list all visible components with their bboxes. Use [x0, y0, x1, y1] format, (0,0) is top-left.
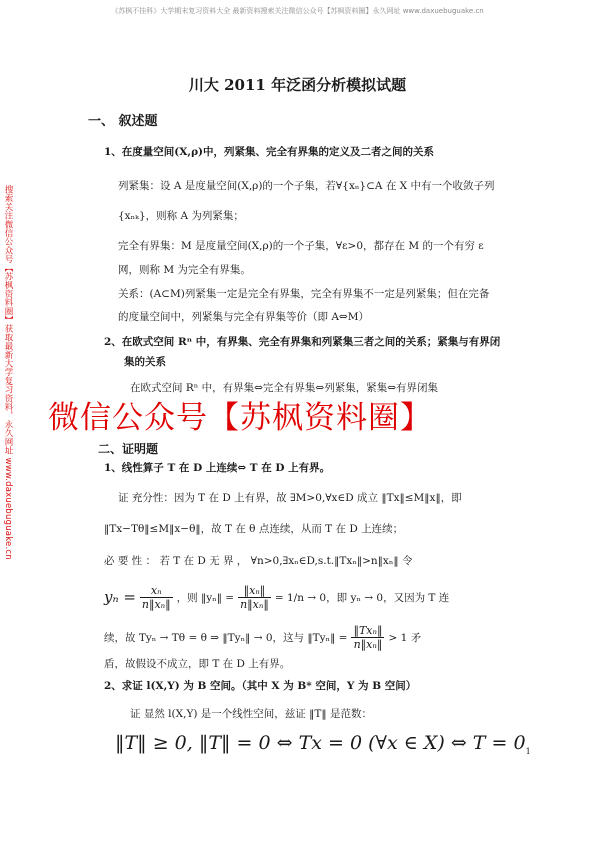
q1-line-5: 关系：(A⊂M)列紧集一定是完全有界集，完全有界集不一定是列紧集；但在完备 — [118, 288, 490, 300]
proof-1-line-1: 证 充分性：因为 T 在 D 上有界，故 ∃M>0,∀x∈D 成立 ‖Tx‖≤M‖x‖，即 — [118, 492, 462, 504]
proof-1-line-5 — [104, 618, 421, 656]
side-note: 搜索关注微信公众号【苏枫资料圈】获取最新大学复习资料，永久网址 www.daxuebuguake.cn — [3, 185, 13, 560]
fraction-numerator: ‖Txₙ‖ — [353, 623, 383, 637]
section-heading-1: 一、 叙述题 — [88, 114, 158, 129]
equation-subscript: 1 — [525, 746, 531, 756]
document-title: 川大 2011 年泛函分析模拟试题 — [188, 76, 407, 94]
limit-text: = 1/n → 0，即 yₙ → 0，又因为 T 连 — [274, 591, 450, 604]
question-1: 1、在度量空间(X,ρ)中，列紧集、完全有界集的定义及二者之间的关系 — [104, 146, 435, 158]
fraction-tyn — [351, 624, 384, 651]
continuity-text: 续，故 Tyₙ → Tθ = θ ⇒ ‖Tyₙ‖ → 0，这与 ‖Tyₙ‖ = — [104, 631, 348, 644]
y-n-label: yₙ = — [104, 588, 136, 606]
contradiction-text: > 1 矛 — [388, 631, 422, 644]
q1-line-1: 列紧集：设 A 是度量空间(X,ρ)的一个子集，若∀{xₙ}⊂A 在 X 中有一个收敛子列 — [118, 180, 495, 192]
proof-1-line-2: ‖Tx−Tθ‖≤M‖x−θ‖，故 T 在 θ 点连续，从而 T 在 D 上连续； — [104, 523, 404, 535]
proof-2-line-1: 证 显然 l(X,Y) 是一个线性空间，兹证 ‖T‖ 是范数： — [130, 708, 372, 720]
norm-equation-text: ‖T‖ ≥ 0, ‖T‖ = 0 ⇔ Tx = 0 (∀x ∈ X) ⇔ T = 0 — [115, 732, 526, 754]
q1-line-3: 完全有界集：M 是度量空间(X,ρ)的一个子集，∀ε>0，都存在 M 的一个有穷 ε — [118, 240, 484, 252]
fraction-numerator: ‖xₙ‖ — [238, 584, 271, 598]
fraction-denominator: n‖xₙ‖ — [353, 637, 383, 651]
page-header: 《苏枫不挂科》大学期末复习资料大全 最新资料搜索关注微信公众号【苏枫资料圈】永久网址 www.daxuebuguake.cn — [111, 7, 484, 15]
q2-answer: 在欧式空间 Rⁿ 中，有界集⇔完全有界集⇔列紧集，紧集⇔有界闭集 — [130, 382, 439, 394]
q1-line-4: 网，则称 M 为完全有界集。 — [118, 264, 251, 276]
question-2-line-2: 集的关系 — [124, 356, 166, 368]
q1-line-2: {xₙₖ}，则称 A 为列紧集； — [118, 210, 244, 222]
watermark-banner: 微信公众号【苏枫资料圈】 — [48, 400, 432, 436]
norm-yn-text: ，则 ‖yₙ‖ = — [176, 591, 235, 604]
section-heading-2: 二、证明题 — [98, 442, 159, 456]
fraction-numerator: xₙ — [140, 584, 173, 598]
proof-1-statement: 1、线性算子 T 在 D 上连续⇔ T 在 D 上有界。 — [104, 462, 331, 474]
question-2-line-1: 2、在欧式空间 Rⁿ 中，有界集、完全有界集和列紧集三者之间的关系；紧集与有界闭 — [104, 336, 501, 348]
fraction-yn — [140, 584, 173, 611]
proof-1-line-6: 盾，故假设不成立，即 T 在 D 上有界。 — [104, 658, 291, 670]
proof-1-line-3: 必 要 性 ： 若 T 在 D 无 界 ， ∀n>0,∃xₙ∈D,s.t.‖Txₙ‖>n‖xₙ‖ 令 — [104, 555, 413, 567]
proof-2-statement: 2、求证 l(X,Y) 为 B 空间。（其中 X 为 B* 空间，Y 为 B 空间） — [104, 680, 417, 692]
fraction-norm — [238, 584, 271, 611]
q1-line-6: 的度量空间中，列紧集与完全有界集等价（即 A⇔M） — [118, 311, 369, 323]
norm-equation — [115, 732, 531, 756]
fraction-denominator: n‖xₙ‖ — [240, 597, 269, 611]
fraction-denominator: n‖xₙ‖ — [141, 597, 171, 611]
proof-1-line-4 — [104, 578, 449, 616]
